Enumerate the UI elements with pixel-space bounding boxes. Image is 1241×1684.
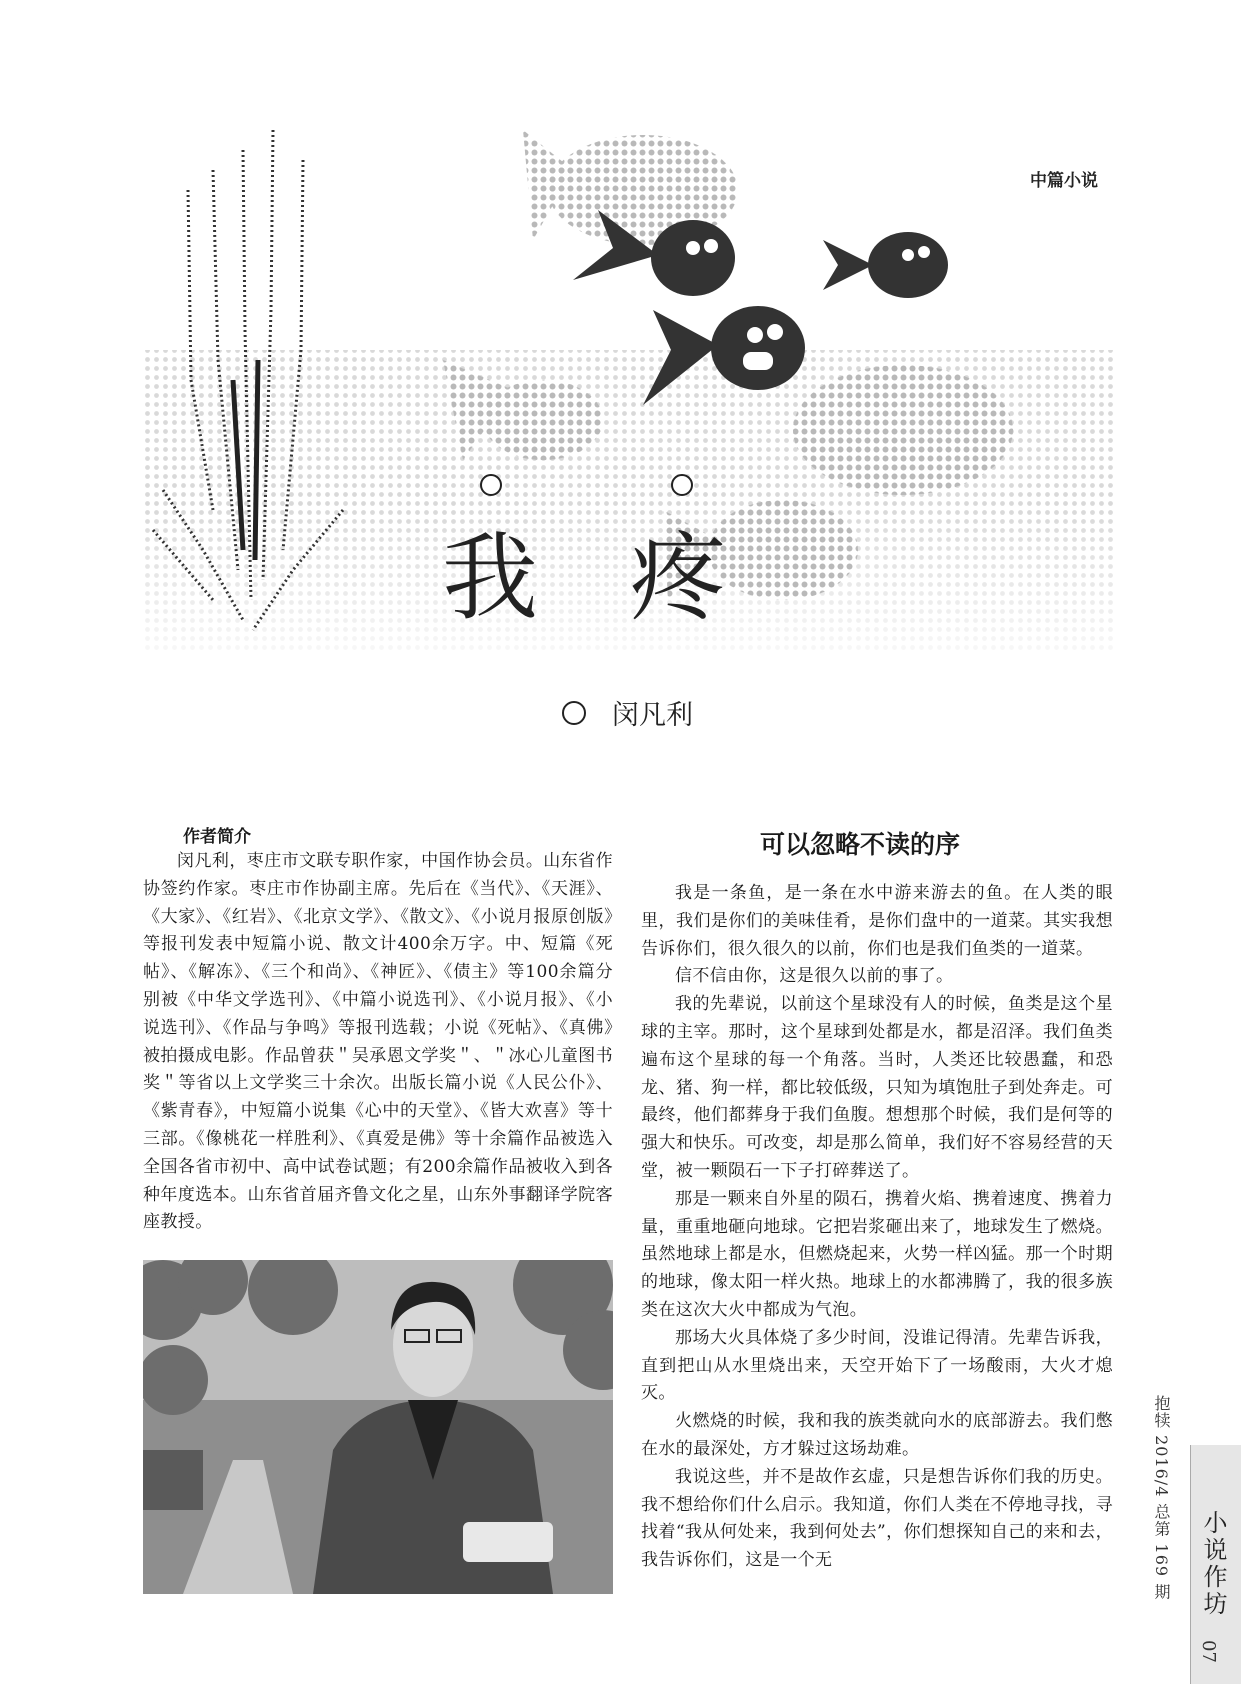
author-name: 闵凡利	[612, 700, 693, 731]
paragraph: 我是一条鱼，是一条在水中游来游去的鱼。在人类的眼里，我们是你们的美味佳肴，是你们盘中的一道菜。其实我想告诉你们，很久很久的以前，你们也是我们鱼类的一道菜。	[641, 883, 1113, 959]
article-body	[641, 880, 1113, 1575]
author-photo	[143, 1260, 613, 1594]
bio-text: 闵凡利，枣庄市文联专职作家，中国作协会员。山东省作协签约作家。枣庄市作协副主席。先后在《当代》、《天涯》、《大家》、《红岩》、《北京文学》、《散文》、《小说月报原创版》等报刊发表中短篇小说、散文计400余万字。中、短篇《死帖》、《解冻》、《三个和尚》、《神匠》、《债主》等100余篇分别被《中华文学选刊》、《中篇小说选刊》、《小说月报》、《小说选刊》、《作品与争鸣》等报刊选载；小说《死帖》、《真佛》被拍摄成电影。作品曾获＂吴承恩文学奖＂、＂冰心儿童图书奖＂等省以上文学奖三十余次。出版长篇小说《人民公仆》、《紫青春》，中短篇小说集《心中的天堂》、《皆大欢喜》等十三部。《像桃花一样胜利》、《真爱是佛》等十余篇作品被选入全国各省市初中、高中试卷试题；有200余篇作品被收入到各种年度选本。山东省首届齐鲁文化之星，山东外事翻译学院客座教授。	[143, 851, 613, 1233]
issue-info: 抱犊 2016/4 总第 169 期	[1152, 1395, 1171, 1601]
bio-heading: 作者简介	[183, 827, 251, 847]
title-illustration	[143, 130, 1113, 685]
paragraph: 火燃烧的时候，我和我的族类就向水的底部游去。我们憋在水的最深处，方才躲过这场劫难。	[641, 1411, 1113, 1459]
paragraph: 我的先辈说，以前这个星球没有人的时候，鱼类是这个星球的主宰。那时，这个星球到处都是水，都是沼泽。我们鱼类遍布这个星球的每一个角落。当时，人类还比较愚蠢，和恐龙、猪、狗一样，都比较低级，只知为填饱肚子到处奔走。可最终，他们都葬身于我们鱼腹。想想那个时候，我们是何等的强大和快乐。可改变，却是那么简单，我们好不容易经营的天堂，被一颗陨石一下子打碎葬送了。	[641, 994, 1113, 1181]
title-emphasis-dot	[480, 474, 502, 496]
circle-icon	[562, 701, 586, 725]
title-char-2: 疼	[630, 522, 726, 634]
article-subtitle: 可以忽略不读的序	[760, 830, 961, 859]
author-byline	[562, 693, 693, 732]
paragraph: 那是一颗来自外星的陨石，携着火焰、携着速度、携着力量，重重地砸向地球。它把岩浆砸出来了，地球发生了燃烧。虽然地球上都是水，但燃烧起来，火势一样凶猛。那一个时期的地球，像太阳一样火热。地球上的水都沸腾了，我的很多族类在这次大火中都成为气泡。	[641, 1188, 1113, 1320]
title-char-1: 我	[442, 522, 538, 634]
page-number: 07	[1198, 1640, 1219, 1663]
magazine-name: 小说作坊	[1199, 1510, 1227, 1618]
title-emphasis-dot	[671, 474, 693, 496]
section-label: 中篇小说	[1030, 171, 1098, 191]
paragraph: 我说这些，并不是故作玄虚，只是想告诉你们我的历史。我不想给你们什么启示。我知道，你们人类在不停地寻找，寻找着“我从何处来，我到何处去”，你们想探知自己的来和去，我告诉你们，这是一个无	[641, 1466, 1113, 1571]
paragraph: 那场大火具体烧了多少时间，没谁记得清。先辈告诉我，直到把山从水里烧出来，天空开始下了一场酸雨，大火才熄灭。	[641, 1327, 1113, 1404]
paragraph: 信不信由你，这是很久以前的事了。	[675, 966, 954, 987]
